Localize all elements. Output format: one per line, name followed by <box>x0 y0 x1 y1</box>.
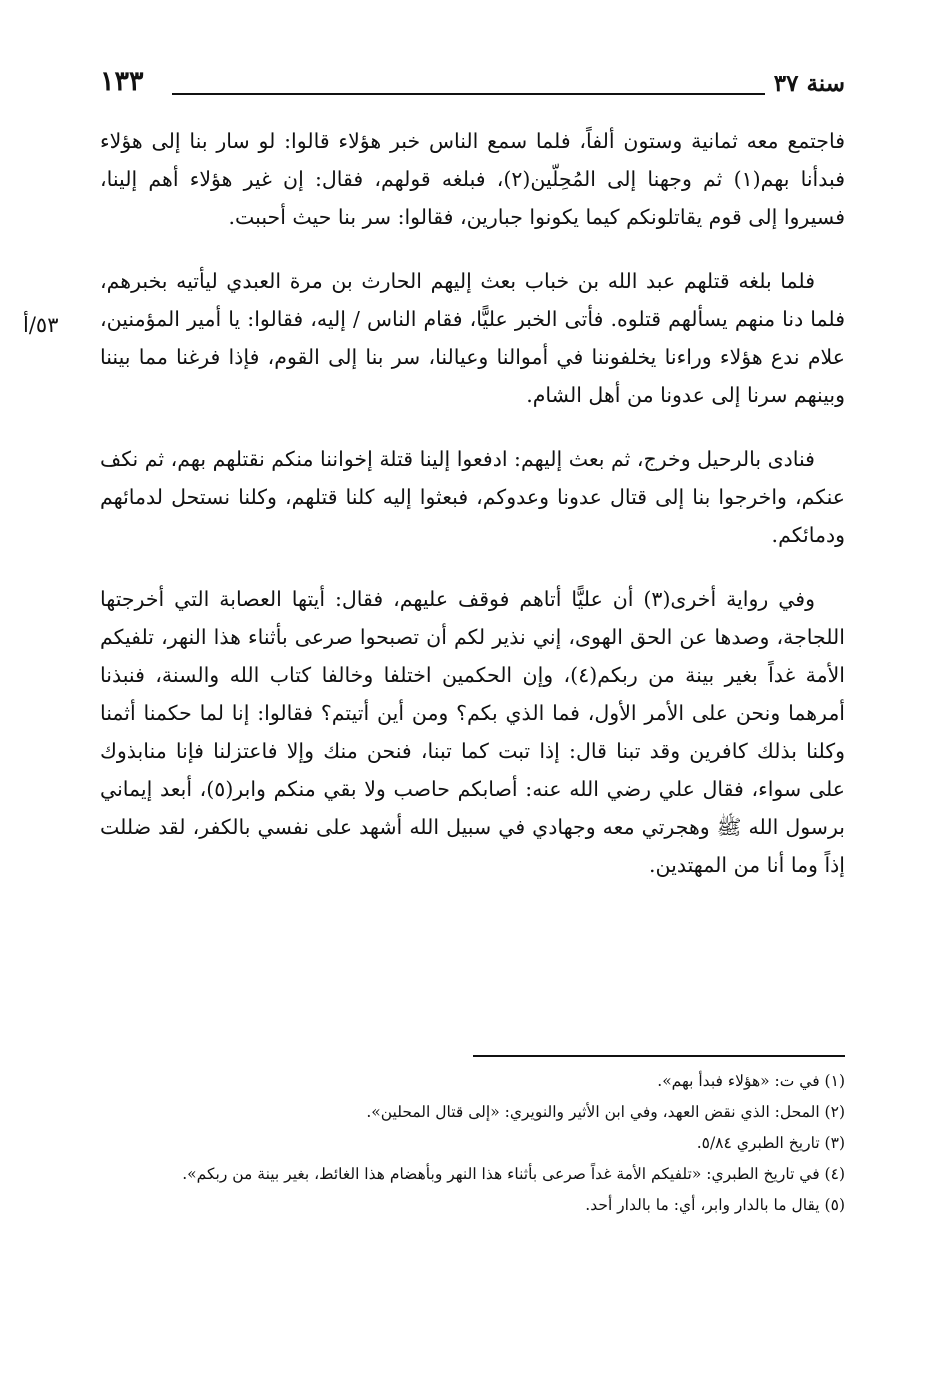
footnote-3: (٣) تاريخ الطبري ٥/٨٤. <box>696 1134 845 1152</box>
page-header <box>100 66 845 106</box>
footnote-4: (٤) في تاريخ الطبري: «تلفيكم الأمة غداً صرعى بأثناء هذا النهر وبأهضام هذا الغائط، بغير بينة من ربكم». <box>182 1165 845 1183</box>
paragraph-2: فلما بلغه قتلهم عبد الله بن خباب بعث إليهم الحارث بن مرة العبدي ليأتيه بخبرهم، فلما دنا منهم يسألهم قتلوه. فأتى الخبر عليًّا، فقام الناس / إليه، فقالوا: يا أمير المؤمنين، علام ندع هؤلاء وراءنا يخلفوننا في أموالنا وعيالنا، سر بنا إلى القوم، فإذا فرغنا مما بيننا وبينهم سرنا إلى عدونا من أهل الشام. <box>100 269 845 407</box>
footnotes <box>100 1066 845 1221</box>
main-text <box>100 122 845 910</box>
paragraph-4: وفي رواية أخرى(٣) أن عليًّا أتاهم فوقف عليهم، فقال: أيتها العصابة التي أخرجتها اللجاجة، وصدها عن الحق الهوى، إني نذير لكم أن تصبحوا صرعى بأثناء هذا النهر، تلفيكم الأمة غداً بغير بينة من ربكم(٤)، وإن الحكمين اختلفا وخالفا كتاب الله والسنة، فنبذنا أمرهما ونحن على الأمر الأول، فما الذي بكم؟ ومن أين أتيتم؟ فقالوا: إنا لما حكمنا أثمنا وكلنا بذلك كافرين وقد تبنا قال: إذا تبت كما تبنا، فنحن منك وإلا فاعتزلنا فإنا منابذوك على سواء، فقال علي رضي الله عنه: أصابكم حاصب ولا بقي منكم وابر(٥)، أبعد إيماني برسول الله ﷺ وهجرتي معه وجهادي في سبيل الله أشهد على نفسي بالكفر، لقد ضللت إذاً وما أنا من المهتدين. <box>100 587 846 877</box>
manuscript-folio-marker: ٥٣/أ <box>23 313 59 337</box>
running-head: سنة ٣٧ <box>773 70 845 97</box>
footnote-separator <box>473 1055 845 1057</box>
footnote-2: (٢) المحل: الذي نقض العهد، وفي ابن الأثير والنويري: «إلى قتال المحلين». <box>366 1103 845 1121</box>
paragraph-3: فنادى بالرحيل وخرج، ثم بعث إليهم: ادفعوا إلينا قتلة إخواننا منكم نقتلهم بهم، ثم نكف عنكم، واخرجوا بنا إلى قتال عدونا وعدوكم، فبعثوا إليه كلنا قتلهم، وكلنا نستحل لدمائهم ودمائكم. <box>100 447 845 547</box>
paragraph-1: فاجتمع معه ثمانية وستون ألفاً، فلما سمع الناس خبر هؤلاء قالوا: لو سار بنا إلى هؤلاء فبدأنا بهم(١) ثم وجهنا إلى المُحِلّين(٢)، فبلغه قولهم، فقال: إن غير هؤلاء أهم إلينا، فسيروا إلى قوم يقاتلونكم كيما يكونوا جبارين، فقالوا: سر بنا حيث أحببت. <box>100 129 845 229</box>
header-rule <box>172 93 765 95</box>
footnote-1: (١) في ت: «هؤلاء فبدأ بهم». <box>657 1072 845 1090</box>
footnote-5: (٥) يقال ما بالدار وابر، أي: ما بالدار أحد. <box>585 1196 845 1214</box>
page-number: ١٣٣ <box>100 66 144 97</box>
